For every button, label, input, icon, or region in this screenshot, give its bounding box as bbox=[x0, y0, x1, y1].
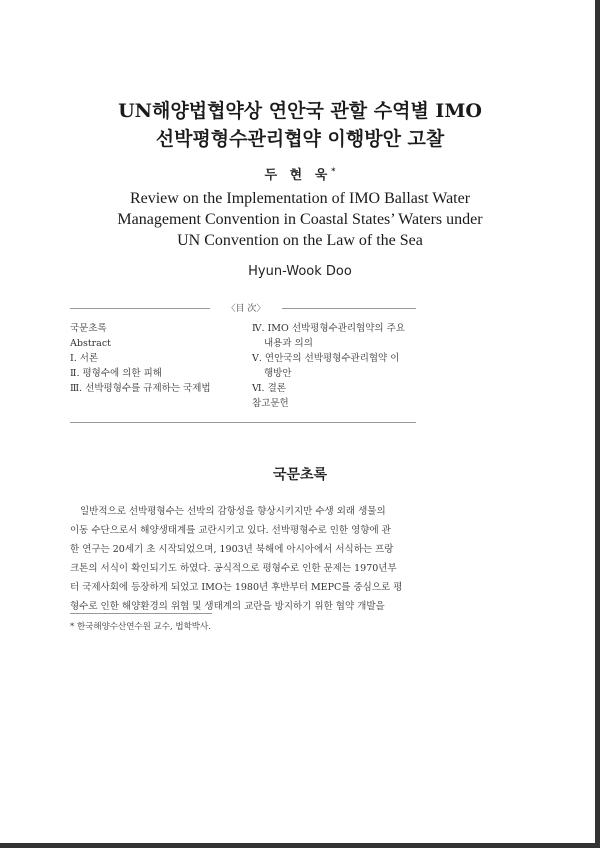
table-of-contents bbox=[70, 304, 416, 423]
title-en-line-1: Review on the Implementation of IMO Ballast Water bbox=[129, 190, 471, 207]
toc-left-column bbox=[70, 321, 250, 396]
toc-item: Ⅲ. 선박평형수를 규제하는 국제법 bbox=[70, 383, 211, 394]
toc-header: 〈目 次〉 bbox=[210, 301, 282, 314]
toc-right-column bbox=[252, 321, 422, 411]
toc-item: Ⅴ. 연안국의 선박평형수관리협약 이 bbox=[252, 353, 400, 364]
toc-item: Ⅰ. 서론 bbox=[70, 353, 99, 364]
body-line: 크톤의 서식이 확인되기도 하였다. 공식적으로 평형수로 인한 문제는 1970년부 bbox=[70, 563, 397, 574]
author-ko-name: 두 현 욱 bbox=[264, 168, 332, 183]
toc-item-continued: 내용과 의의 bbox=[264, 338, 313, 349]
toc-item: Ⅳ. IMO 선박평형수관리협약의 주요 bbox=[252, 323, 405, 334]
title-en-line-3: UN Convention on the Law of the Sea bbox=[177, 232, 423, 249]
toc-item: Abstract bbox=[70, 338, 111, 349]
body-line: 이동 수단으로서 해양생태계를 교란시키고 있다. 선박평형수로 인한 영향에 관 bbox=[70, 525, 391, 536]
toc-item: 국문초록 bbox=[70, 323, 107, 334]
body-line: 한 연구는 20세기 초 시작되었으며, 1903년 북해에 아시아에서 서식하는 프랑 bbox=[70, 544, 394, 555]
footnote-divider bbox=[70, 613, 212, 614]
body-line: 터 국제사회에 등장하게 되었고 IMO는 1980년 후반부터 MEPC를 중심으로 평 bbox=[70, 582, 403, 593]
toc-item: Ⅵ. 결론 bbox=[252, 383, 286, 394]
footnote: * 한국해양수산연수원 교수, 법학박사. bbox=[70, 622, 211, 632]
footnote-mark: * bbox=[331, 165, 336, 176]
toc-item-continued: 행방안 bbox=[264, 368, 292, 379]
body-line: 형수로 인한 해양환경의 위협 및 생태계의 교란을 방지하기 위한 협약 개발을 bbox=[70, 601, 385, 612]
page-edge-bottom bbox=[0, 843, 600, 848]
author-en: Hyun-Wook Doo bbox=[248, 264, 352, 279]
title-ko-line-2: 선박평형수관리협약 이행방안 고찰 bbox=[155, 128, 445, 150]
body-line: 일반적으로 선박평형수는 선박의 감항성을 향상시키지만 수생 외래 생물의 bbox=[80, 506, 386, 517]
title-ko-line-1: UN해양법협약상 연안국 관할 수역별 IMO bbox=[118, 100, 482, 122]
toc-item: Ⅱ. 평형수에 의한 피해 bbox=[70, 368, 162, 379]
title-en-line-2: Management Convention in Coastal States’ Waters under bbox=[117, 211, 483, 228]
author-ko bbox=[0, 164, 600, 183]
section-heading-abstract: 국문초록 bbox=[272, 467, 328, 483]
abstract-body bbox=[70, 502, 416, 616]
toc-item: 참고문헌 bbox=[252, 398, 289, 409]
